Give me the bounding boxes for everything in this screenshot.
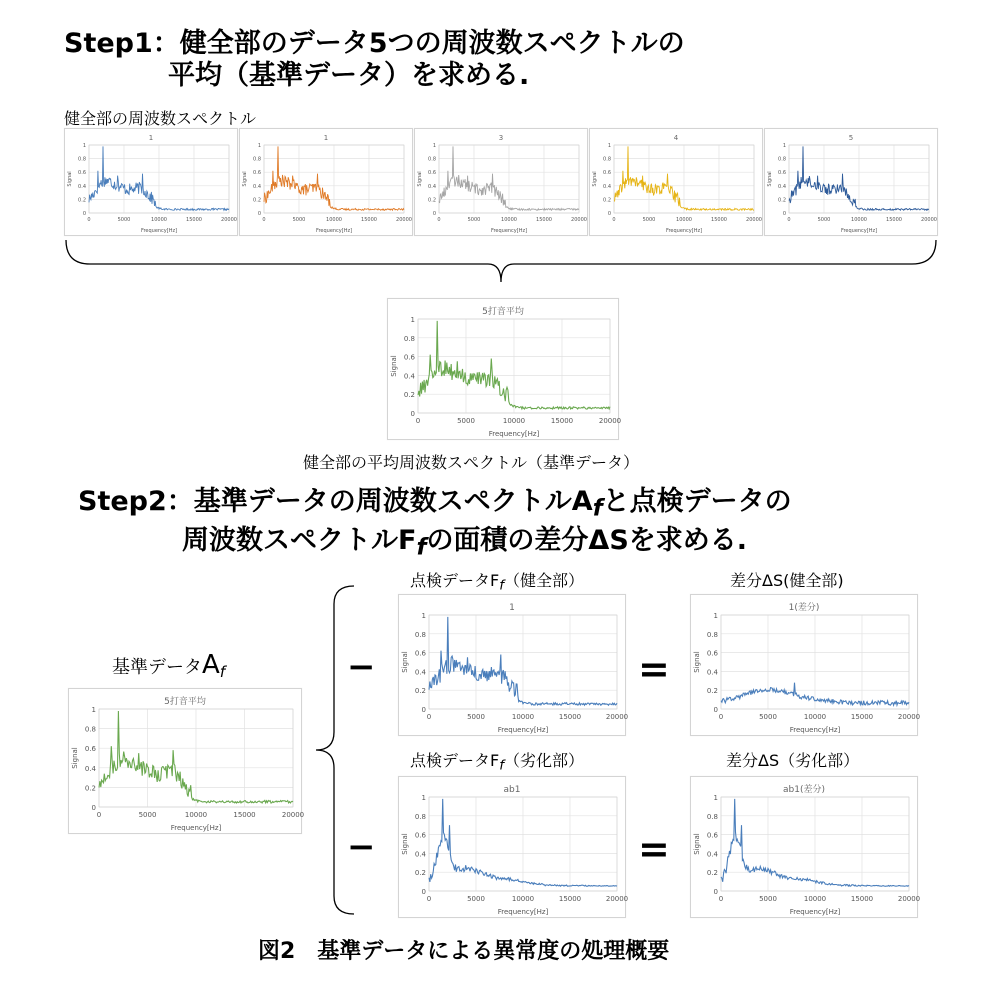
x-tick-label: 10000	[511, 895, 535, 903]
healthy-3-svg	[415, 129, 587, 235]
y-tick-label: 1	[410, 316, 415, 324]
x-axis-label: Frequency[Hz]	[140, 228, 178, 234]
x-tick-label: 15000	[850, 895, 874, 903]
y-tick-label: 0.8	[778, 156, 786, 163]
x-tick-label: 10000	[803, 895, 827, 903]
y-axis-label: Signal	[242, 171, 248, 187]
y-axis-label: Signal	[592, 171, 598, 187]
x-tick-label: 0	[415, 417, 421, 425]
inspection-degraded-chart	[398, 776, 629, 918]
x-tick-label: 5000	[467, 217, 481, 223]
x-tick-label: 15000	[558, 713, 582, 721]
average-chart	[387, 298, 622, 440]
x-tick-label: 15000	[850, 713, 874, 721]
step2-title	[78, 486, 792, 563]
y-tick-label: 0.2	[428, 197, 436, 204]
y-tick-label: 0.4	[706, 850, 718, 859]
diff-degraded-title: ab1(差分)	[783, 785, 825, 795]
step2-line2: 周波数スペクトル$F_f$の面積の差分ΔSを求める.	[182, 524, 748, 561]
x-tick-label: 10000	[502, 417, 526, 425]
x-tick-label: 10000	[184, 811, 208, 819]
y-tick-label: 0	[410, 410, 415, 418]
x-axis-label: Frequency[Hz]	[315, 228, 353, 234]
x-tick-label: 10000	[676, 217, 692, 223]
y-tick-label: 0	[421, 888, 426, 896]
difference-healthy-chart	[690, 594, 921, 736]
y-tick-label: 0.6	[78, 170, 86, 177]
y-tick-label: 0.4	[414, 668, 426, 677]
inspection-healthy-chart	[398, 594, 629, 736]
healthy-5-title: 5	[848, 134, 854, 142]
insp-healthy-title: 1	[509, 603, 515, 613]
insp-degraded-svg	[399, 777, 629, 917]
healthy-5-svg	[765, 129, 937, 235]
healthy-chart-2	[239, 128, 413, 236]
x-tick-label: 20000	[605, 895, 629, 903]
x-tick-label: 20000	[746, 217, 762, 223]
x-axis-label: Frequency[Hz]	[789, 908, 841, 916]
equals-operator-bottom: =	[638, 827, 670, 871]
x-tick-label: 5000	[467, 895, 485, 903]
healthy-1-title: 1	[148, 134, 154, 142]
x-tick-label: 20000	[396, 217, 412, 223]
x-tick-label: 0	[612, 217, 616, 223]
y-tick-label: 1	[257, 143, 261, 149]
healthy-4-svg	[590, 129, 762, 235]
y-tick-label: 0	[421, 706, 426, 714]
y-tick-label: 0.6	[414, 649, 426, 658]
x-tick-label: 10000	[851, 217, 867, 223]
healthy-2-svg	[240, 129, 412, 235]
y-tick-label: 0.2	[706, 687, 718, 696]
average-spectrum-label: 健全部の平均周波数スペクトル（基準データ）	[303, 453, 640, 472]
reference-label: 基準データAf	[112, 650, 226, 681]
x-tick-label: 15000	[361, 217, 377, 223]
difference-healthy-label: 差分ΔS(健全部)	[730, 571, 844, 590]
x-tick-label: 20000	[605, 713, 629, 721]
step1-brace	[60, 238, 942, 288]
x-tick-label: 0	[426, 895, 432, 903]
x-tick-label: 20000	[897, 895, 921, 903]
y-tick-label: 0.2	[414, 687, 426, 696]
insp-healthy-svg	[399, 595, 629, 735]
y-tick-label: 0.2	[403, 391, 415, 400]
step1-title	[64, 28, 685, 92]
difference-degraded-label: 差分ΔS（劣化部）	[726, 751, 860, 770]
healthy-chart-5	[764, 128, 938, 236]
healthy-chart-4	[589, 128, 763, 236]
y-tick-label: 1	[782, 143, 786, 149]
healthy-spectra-label: 健全部の周波数スペクトル	[64, 109, 257, 128]
y-tick-label: 0	[91, 804, 96, 812]
y-tick-label: 0.2	[253, 197, 261, 204]
y-tick-label: 0.8	[253, 156, 261, 163]
y-tick-label: 0.8	[403, 334, 415, 343]
y-tick-label: 0.6	[428, 170, 436, 177]
y-tick-label: 0	[607, 211, 611, 217]
x-tick-label: 5000	[642, 217, 656, 223]
diff-healthy-title: 1(差分)	[788, 603, 820, 613]
y-tick-label: 1	[421, 794, 426, 802]
y-tick-label: 0.6	[603, 170, 611, 177]
x-tick-label: 0	[787, 217, 791, 223]
step2-line1: Step2：基準データの周波数スペクトル$A_f$と点検データの	[78, 486, 792, 522]
x-tick-label: 15000	[536, 217, 552, 223]
y-tick-label: 0.4	[603, 183, 611, 190]
y-axis-label: Signal	[390, 355, 398, 377]
minus-operator-top: −	[347, 647, 376, 687]
y-tick-label: 0	[713, 888, 718, 896]
y-tick-label: 0.4	[414, 850, 426, 859]
x-tick-label: 5000	[117, 217, 131, 223]
y-tick-label: 0.8	[706, 812, 718, 821]
y-tick-label: 0.4	[84, 764, 96, 773]
healthy-4-title: 4	[673, 134, 679, 142]
x-tick-label: 20000	[221, 217, 237, 223]
y-tick-label: 0.6	[414, 831, 426, 840]
inspection-healthy-label: 点検データ$F_f$（健全部）	[410, 571, 585, 594]
x-tick-label: 15000	[711, 217, 727, 223]
x-tick-label: 20000	[598, 417, 622, 425]
y-axis-label: Signal	[693, 833, 701, 855]
x-tick-label: 10000	[501, 217, 517, 223]
x-tick-label: 20000	[571, 217, 587, 223]
y-tick-label: 0.2	[603, 197, 611, 204]
healthy-chart-1	[64, 128, 238, 236]
x-tick-label: 15000	[558, 895, 582, 903]
y-tick-label: 0	[82, 211, 86, 217]
y-axis-label: Signal	[693, 651, 701, 673]
y-tick-label: 0.8	[428, 156, 436, 163]
x-tick-label: 10000	[511, 713, 535, 721]
x-tick-label: 5000	[759, 713, 777, 721]
y-tick-label: 0	[257, 211, 261, 217]
y-tick-label: 0.2	[78, 197, 86, 204]
healthy-2-title: 1	[323, 134, 329, 142]
x-tick-label: 5000	[138, 811, 157, 819]
x-tick-label: 15000	[550, 417, 574, 425]
y-tick-label: 0.8	[414, 630, 426, 639]
x-axis-label: Frequency[Hz]	[665, 228, 703, 234]
y-tick-label: 0.6	[84, 745, 96, 754]
y-tick-label: 0.8	[706, 630, 718, 639]
x-tick-label: 10000	[803, 713, 827, 721]
y-tick-label: 0.6	[403, 353, 415, 362]
reference-chart	[68, 688, 305, 834]
y-axis-label: Signal	[417, 171, 423, 187]
y-tick-label: 0.2	[84, 784, 96, 793]
y-tick-label: 0.6	[706, 831, 718, 840]
x-tick-label: 0	[96, 811, 102, 819]
y-tick-label: 0.4	[706, 668, 718, 677]
step1-line2: 平均（基準データ）を求める.	[168, 60, 530, 91]
difference-degraded-chart	[690, 776, 921, 918]
x-axis-label: Frequency[Hz]	[497, 726, 549, 734]
x-tick-label: 15000	[186, 217, 202, 223]
x-tick-label: 5000	[292, 217, 306, 223]
inspection-degraded-label: 点検データ$F_f$（劣化部）	[410, 751, 585, 774]
reference-svg	[69, 689, 305, 833]
x-tick-label: 20000	[921, 217, 937, 223]
insp-degraded-title: ab1	[503, 785, 521, 795]
y-tick-label: 0.6	[253, 170, 261, 177]
x-tick-label: 0	[87, 217, 91, 223]
y-tick-label: 0	[713, 706, 718, 714]
step2-bracket	[310, 582, 360, 920]
healthy-3-title: 3	[498, 134, 504, 142]
x-axis-label: Frequency[Hz]	[789, 726, 841, 734]
y-tick-label: 1	[91, 706, 96, 714]
y-tick-label: 1	[82, 143, 86, 149]
y-tick-label: 0.4	[403, 372, 415, 381]
x-tick-label: 5000	[817, 217, 831, 223]
step1-line1: Step1：健全部のデータ5つの周波数スペクトルの	[64, 28, 685, 59]
y-tick-label: 0.8	[603, 156, 611, 163]
y-tick-label: 0.2	[414, 869, 426, 878]
healthy-chart-3	[414, 128, 588, 236]
x-tick-label: 5000	[457, 417, 475, 425]
reference-title: 5打音平均	[164, 697, 206, 707]
x-tick-label: 0	[262, 217, 266, 223]
diff-degraded-svg	[691, 777, 921, 917]
average-svg	[388, 299, 622, 439]
x-tick-label: 5000	[759, 895, 777, 903]
diff-healthy-svg	[691, 595, 921, 735]
y-tick-label: 0.2	[706, 869, 718, 878]
y-tick-label: 0.6	[778, 170, 786, 177]
x-tick-label: 15000	[886, 217, 902, 223]
y-tick-label: 0.6	[706, 649, 718, 658]
y-tick-label: 0.8	[414, 812, 426, 821]
y-tick-label: 1	[713, 794, 718, 802]
y-tick-label: 0.4	[78, 183, 86, 190]
x-tick-label: 5000	[467, 713, 485, 721]
x-tick-label: 10000	[326, 217, 342, 223]
x-tick-label: 0	[718, 713, 724, 721]
y-tick-label: 1	[713, 612, 718, 620]
x-axis-label: Frequency[Hz]	[490, 228, 528, 234]
y-axis-label: Signal	[71, 747, 79, 769]
y-axis-label: Signal	[67, 171, 73, 187]
y-tick-label: 0.4	[428, 183, 436, 190]
x-tick-label: 10000	[151, 217, 167, 223]
x-axis-label: Frequency[Hz]	[840, 228, 878, 234]
figure-caption: 図2 基準データによる異常度の処理概要	[258, 939, 670, 964]
y-tick-label: 0	[432, 211, 436, 217]
x-tick-label: 15000	[233, 811, 256, 819]
healthy-1-svg	[65, 129, 237, 235]
average-title: 5打音平均	[482, 307, 524, 317]
x-axis-label: Frequency[Hz]	[497, 908, 549, 916]
y-axis-label: Signal	[401, 651, 409, 673]
y-tick-label: 0.4	[253, 183, 261, 190]
equals-operator-top: =	[638, 647, 670, 691]
y-tick-label: 1	[432, 143, 436, 149]
y-axis-label: Signal	[401, 833, 409, 855]
x-tick-label: 20000	[281, 811, 305, 819]
x-tick-label: 0	[437, 217, 441, 223]
y-tick-label: 1	[607, 143, 611, 149]
x-tick-label: 20000	[897, 713, 921, 721]
y-tick-label: 0.8	[78, 156, 86, 163]
x-axis-label: Frequency[Hz]	[488, 430, 540, 438]
y-tick-label: 0.4	[778, 183, 786, 190]
y-tick-label: 0.2	[778, 197, 786, 204]
x-tick-label: 0	[426, 713, 432, 721]
minus-operator-bottom: −	[347, 827, 376, 867]
x-axis-label: Frequency[Hz]	[170, 824, 222, 832]
y-tick-label: 1	[421, 612, 426, 620]
y-axis-label: Signal	[767, 171, 773, 187]
x-tick-label: 0	[718, 895, 724, 903]
y-tick-label: 0	[782, 211, 786, 217]
y-tick-label: 0.8	[84, 725, 96, 734]
